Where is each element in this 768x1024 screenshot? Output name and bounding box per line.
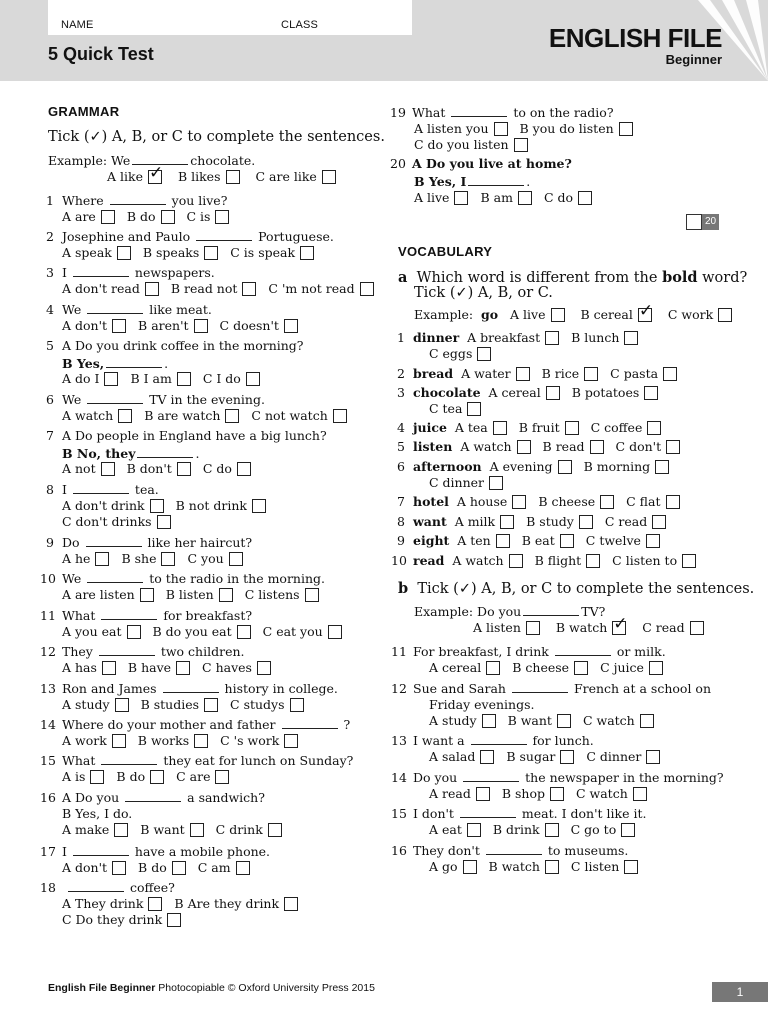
checkbox[interactable] [112,734,126,748]
checkbox[interactable] [95,552,109,566]
checkbox[interactable] [646,750,660,764]
question-q20-line2: B Yes, I . [414,174,531,189]
checkbox[interactable] [644,386,658,400]
checkbox[interactable] [550,787,564,801]
checkbox[interactable] [236,861,250,875]
checkbox[interactable] [546,386,560,400]
checkbox[interactable] [477,347,491,361]
checkbox[interactable] [647,421,661,435]
question-q15: 15 What they eat for lunch on Sunday? [40,753,354,768]
options-q18: A They drink B Are they drink [62,896,310,912]
options-q12: A has B have C haves [62,660,283,676]
checkbox[interactable] [624,331,638,345]
vocab-b-b11: 11 For breakfast, I drink or milk. [391,644,666,659]
checkbox[interactable] [229,552,243,566]
options-q19-c: C do you listen [414,137,540,153]
checkbox[interactable] [237,625,251,639]
checkbox[interactable] [322,170,336,184]
vocab-a-item: 4 juice A tea B fruit C coffee [391,420,673,436]
checkbox[interactable] [518,191,532,205]
checkbox[interactable] [489,476,503,490]
question-q6: 6 We TV in the evening. [46,392,265,407]
checkbox[interactable] [177,462,191,476]
checkbox[interactable] [558,460,572,474]
checkbox[interactable] [204,698,218,712]
checkbox[interactable] [476,787,490,801]
footer-credit: English File Beginner Photocopiable © Oxford University Press 2015 [48,982,375,994]
vocab-b-example-options: A listen B watch ✓ C read [473,620,716,636]
checkbox[interactable] [167,913,181,927]
options-q1: A are B do C is [62,209,241,225]
vocab-a-item: 7 hotel A house B cheese C flat [391,494,692,510]
checkbox[interactable] [237,462,251,476]
checkbox[interactable] [333,409,347,423]
brand-logo [549,24,722,68]
checkbox[interactable] [145,282,159,296]
checkbox[interactable] [560,750,574,764]
class-label: CLASS [281,19,319,31]
checkbox[interactable] [454,191,468,205]
vocab-a-item: 9 eight A ten B eat C twelve [391,533,672,549]
checkbox[interactable] [551,308,565,322]
checkbox[interactable] [545,860,559,874]
vocab-a-item-c: C dinner [429,475,515,491]
vocab-a-item: 5 listen A watch B read C don't [391,439,692,455]
checkbox[interactable] [663,367,677,381]
checkbox[interactable] [579,515,593,529]
checkbox[interactable] [652,515,666,529]
checkbox[interactable] [360,282,374,296]
vocab-b-example: Example: Do you TV? [414,604,606,619]
vocab-b-b12: 12 Sue and Sarah French at a school on [391,681,711,696]
vocab-a-instruction: a Which word is different from the bold word? [398,269,748,286]
vocab-b-b13: 13 I want a for lunch. [391,733,594,748]
grammar-example: Example: We chocolate. [48,153,256,168]
checkbox[interactable] [633,787,647,801]
vocab-b-b14: 14 Do you the newspaper in the morning? [391,770,724,785]
grammar-instruction: Tick (✓) A, B, or C to complete the sentences. [48,129,385,145]
options-q10: A are listen B listen C listens [62,587,331,603]
options-q15: A is B do C are [62,769,241,785]
options-q6: A watch B are watch C not watch [62,408,359,424]
question-q8: 8 I tea. [46,482,159,497]
vocab-a-item: 2 bread A water B rice C pasta [391,366,689,382]
question-q17: 17 I have a mobile phone. [40,844,271,859]
vocab-b-options-b16: A go B watch C listen [429,859,650,875]
checkbox[interactable] [112,861,126,875]
checkbox[interactable] [150,499,164,513]
checkbox[interactable] [140,588,154,602]
vocab-b-b16: 16 They don't to museums. [391,843,629,858]
checkbox[interactable] [148,897,162,911]
vocab-a-item: 6 afternoon A evening B morning [391,459,681,475]
checkbox[interactable] [463,860,477,874]
checkbox[interactable] [586,554,600,568]
options-q4: A don't B aren't C doesn't [62,318,310,334]
name-class-box [48,0,412,35]
checkbox[interactable] [204,246,218,260]
question-q16-line2: B Yes, I do. [62,806,133,821]
checkbox[interactable] [517,440,531,454]
question-q1: 1 Where you live? [46,193,228,208]
question-q14: 14 Where do your mother and father ? [40,717,351,732]
checkbox[interactable] [526,621,540,635]
vocab-b-b15: 15 I don't meat. I don't like it. [391,806,647,821]
checkbox[interactable] [493,421,507,435]
score-total: 20 [702,214,719,230]
checkbox[interactable] [624,860,638,874]
checkbox[interactable] [666,440,680,454]
vocab-a-item: 10 read A watch B flight C listen to [391,553,708,569]
checkbox[interactable] [557,714,571,728]
checkbox[interactable] [545,331,559,345]
options-q5: A do I B I am C I do [62,371,272,387]
question-q5-line2: B Yes, . [62,356,169,371]
checkbox[interactable] [514,138,528,152]
checkbox[interactable] [612,621,626,635]
options-q11: A you eat B do you eat C eat you [62,624,354,640]
question-q12: 12 They two children. [40,644,245,659]
vocab-a-instruction-2: Tick (✓) A, B, or C. [414,285,553,301]
checkbox[interactable] [638,308,652,322]
checkbox[interactable] [578,191,592,205]
brand-level: Beginner [665,52,722,67]
vocab-a-item-c: C eggs [429,346,503,362]
options-q16: A make B want C drink [62,822,294,838]
checkbox[interactable] [215,210,229,224]
checkbox[interactable] [148,170,162,184]
options-q18-c: C Do they drink [62,912,193,928]
checkbox[interactable] [246,372,260,386]
grammar-heading: GRAMMAR [48,104,120,119]
options-q19: A listen you B you do listen [414,121,645,137]
checkbox[interactable] [666,495,680,509]
checkbox[interactable] [284,897,298,911]
question-q16: 16 A Do you a sandwich? [40,790,265,805]
checkbox[interactable] [268,823,282,837]
name-label: NAME [61,19,94,31]
checkbox[interactable] [104,372,118,386]
checkbox[interactable] [655,460,669,474]
checkbox[interactable] [467,823,481,837]
vocab-b-options-b11: A cereal B cheese C juice [429,660,675,676]
vocab-b-instruction: b Tick (✓) A, B, or C to complete the sentences. [398,580,755,597]
vocabulary-heading: VOCABULARY [398,244,493,259]
vocab-b-options-b12: A study B want C watch [429,713,666,729]
options-q2: A speak B speaks C is speak [62,245,326,261]
question-q13: 13 Ron and James history in college. [40,681,338,696]
question-q18: 18 coffee? [40,880,175,895]
options-q9: A he B she C you [62,551,255,567]
checkbox[interactable] [177,372,191,386]
options-q3: A don't read B read not C 'm not read [62,281,386,297]
quick-test-title: 5 Quick Test [48,44,154,64]
checkbox[interactable] [252,499,266,513]
checkbox[interactable] [305,588,319,602]
checkbox[interactable] [545,823,559,837]
checkbox[interactable] [176,661,190,675]
vocab-a-item: 8 want A milk B study C read [391,514,678,530]
checkbox[interactable] [494,122,508,136]
options-q14: A work B works C 's work [62,733,310,749]
options-q8: A don't drink B not drink [62,498,278,514]
checkbox[interactable] [328,625,342,639]
question-q2: 2 Josephine and Paulo Portuguese. [46,229,334,244]
checkbox[interactable] [226,170,240,184]
checkbox[interactable] [117,246,131,260]
options-q8-c: C don't drinks [62,514,183,530]
options-q17: A don't B do C am [62,860,262,876]
page-header [0,0,768,81]
checkbox[interactable] [284,319,298,333]
checkbox[interactable] [565,421,579,435]
checkbox[interactable] [500,515,514,529]
checkbox[interactable] [640,714,654,728]
grammar-example-options: A like ✓ B likes C are like [107,169,348,185]
checkbox[interactable] [290,698,304,712]
checkbox[interactable] [649,661,663,675]
checkbox[interactable] [157,515,171,529]
question-q10: 10 We to the radio in the morning. [40,571,325,586]
vocab-a-item: 1 dinner A breakfast B lunch [391,330,650,346]
checkbox[interactable] [509,554,523,568]
checkbox[interactable] [115,698,129,712]
checkbox[interactable] [619,122,633,136]
checkbox[interactable] [574,661,588,675]
checkbox[interactable] [190,823,204,837]
checkbox[interactable] [90,770,104,784]
checkbox[interactable] [112,319,126,333]
checkbox[interactable] [621,823,635,837]
vocab-b-options-b14: A read B shop C watch [429,786,659,802]
options-q7: A not B don't C do [62,461,263,477]
checkbox[interactable] [127,625,141,639]
checkbox[interactable] [118,409,132,423]
checkbox[interactable] [161,552,175,566]
checkbox[interactable] [590,440,604,454]
question-q9: 9 Do like her haircut? [46,535,253,550]
checkbox[interactable] [584,367,598,381]
checkbox[interactable] [300,246,314,260]
checkbox[interactable] [102,661,116,675]
page-number: 1 [712,982,768,1002]
checkbox[interactable] [172,861,186,875]
question-q4: 4 We like meat. [46,302,212,317]
vocab-b-b12-line2: Friday evenings. [429,697,535,712]
options-q13: A study B studies C studys [62,697,316,713]
question-q7: 7 A Do people in England have a big lunch? [46,428,327,443]
score-box[interactable] [686,214,702,230]
vocab-a-item: 3 chocolate A cereal B potatoes [391,385,670,401]
checkbox[interactable] [101,210,115,224]
checkbox[interactable] [690,621,704,635]
checkbox[interactable] [284,734,298,748]
checkbox[interactable] [718,308,732,322]
checkbox[interactable] [682,554,696,568]
checkbox[interactable] [516,367,530,381]
checkbox[interactable] [467,402,481,416]
checkbox[interactable] [194,734,208,748]
vocab-b-options-b15: A eat B drink C go to [429,822,647,838]
checkbox[interactable] [194,319,208,333]
checkbox[interactable] [150,770,164,784]
checkbox[interactable] [496,534,510,548]
checkbox[interactable] [480,750,494,764]
options-q20: A live B am C do [414,190,604,206]
vocab-b-options-b13: A salad B sugar C dinner [429,749,672,765]
checkbox[interactable] [101,462,115,476]
question-q19: 19 What to on the radio? [390,105,614,120]
vocab-a-item-c: C tea [429,401,493,417]
checkbox[interactable] [486,661,500,675]
checkbox[interactable] [512,495,526,509]
checkbox[interactable] [646,534,660,548]
checkbox[interactable] [242,282,256,296]
checkbox[interactable] [225,409,239,423]
checkbox[interactable] [161,210,175,224]
checkbox[interactable] [114,823,128,837]
checkbox[interactable] [215,770,229,784]
checkbox[interactable] [482,714,496,728]
checkbox[interactable] [257,661,271,675]
brand-name: ENGLISH FILE [548,23,722,53]
question-q7-line2: B No, they . [62,446,200,461]
checkbox[interactable] [600,495,614,509]
checkbox[interactable] [560,534,574,548]
question-q3: 3 I newspapers. [46,265,215,280]
question-q5: 5 A Do you drink coffee in the morning? [46,338,304,353]
checkbox[interactable] [219,588,233,602]
grammar-score [686,211,719,230]
vocab-a-example: Example: go A live B cereal ✓ C work [414,307,744,323]
question-q11: 11 What for breakfast? [40,608,253,623]
question-q20: 20 A Do you live at home? [390,156,572,171]
